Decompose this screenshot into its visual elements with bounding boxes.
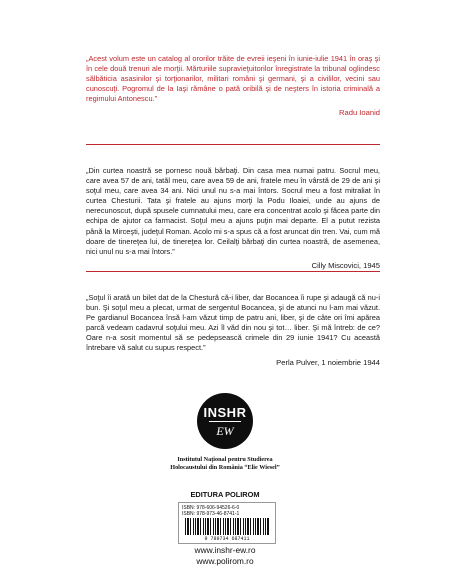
quote-text: „Acest volum este un catalog al ororilor trăite de evreii ieşeni în iunie-iulie 1941 în oraş şi în cele două trenuri ale morţii. Mărturiile supravieţuitorilor înregistrate la tribunal oglindesc sălbăticia asasinilor şi torţionarilor, militari români şi germani, şi a civililor, vecini sau cunoscuţi. Pogromul de la Iaşi rămâne o pată oribilă şi de neşters în istoria criminală a regimului Antonescu.” — [86, 54, 380, 104]
barcode-digits: 9 789734 687411 — [204, 536, 250, 542]
website-inshr: www.inshr-ew.ro — [194, 545, 256, 555]
quote-text: „Soţul îi arată un bilet dat de la Chestură că-i liber, dar Bocancea îi rupe şi adaugă că nu-i bun. Şi soţul meu a plecat, urmat de sergentul Bocancea, şi de atunci nu l-am mai văzut. Pe gardianul Bocancea însă l-am văzut timp de patru ani, liber, şi de câte ori îmi apărea parcă vedeam cadavrul soţului meu. Azi îl văd din nou şi tot… liber. Şi mă întreb: de ce? Oare n-a sosit momentul să se pedepsească crimele din 29 iunie 1941? Cu această întrebare vă salut cu supus respect.” — [86, 293, 380, 353]
institute-line-2: Holocaustului din România “Elie Wiesel” — [170, 464, 280, 471]
logo-bottom-text: EW — [216, 424, 234, 438]
barcode-bars — [185, 518, 269, 535]
logo-rule — [209, 421, 241, 422]
websites — [150, 545, 300, 567]
institute-line-1: Institutul Naţional pentru Studierea — [177, 456, 273, 463]
institute-name — [130, 456, 320, 472]
quote-attribution: Cilly Miscovici, 1945 — [311, 260, 380, 270]
quote-attribution: Radu Ioanid — [339, 108, 380, 118]
quote-radu-ioanid — [86, 54, 380, 119]
quote-attribution: Perla Pulver, 1 noiembrie 1944 — [276, 357, 380, 367]
publisher-name: EDITURA POLIROM — [190, 490, 260, 499]
inshr-logo — [197, 393, 253, 449]
isbn-line-2: ISBN: 978-973-46-8741-1 — [182, 511, 240, 517]
quote-text: „Din curtea noastră se pornesc nouă bărbaţi. Din casa mea numai patru. Socrul meu, care avea 57 de ani, tatăl meu, care avea 59 de ani, fratele meu în vârstă de 29 de ani şi soţul meu, care avea 34 ani. Nici unul nu s-a mai întors. Socrul meu a fost mitraliat în curtea Chesturii. Tata şi fratele au ajuns morţi la Podu Iloaiei, unde au ajuns de nerecunoscut, după spusele cumnatului meu, care era concentrat acolo şi făcea parte din echipa de ajutor ca farmacist. Soţul meu a ajuns puţin mai departe. El a putut rezista până la Mirceşti, judeţul Roman. Acolo mi s-a spus că a fost aruncat din tren. Vai, cum mă doare de tinereţea lui, de tinereţea lor. Ceilalţi bărbaţi din curtea noastră, de asemenea, nici unul nu s-a mai întors.” — [86, 166, 380, 256]
logo-top-text: INSHR — [203, 405, 247, 420]
quote-cilly-miscovici — [86, 166, 380, 271]
website-polirom: www.polirom.ro — [196, 556, 254, 566]
isbn-barcode — [178, 502, 276, 544]
divider-line — [86, 271, 380, 272]
divider-line — [86, 144, 380, 145]
isbn-line-1: ISBN: 978-606-94526-6-0 — [182, 505, 240, 511]
quote-perla-pulver — [86, 293, 380, 368]
